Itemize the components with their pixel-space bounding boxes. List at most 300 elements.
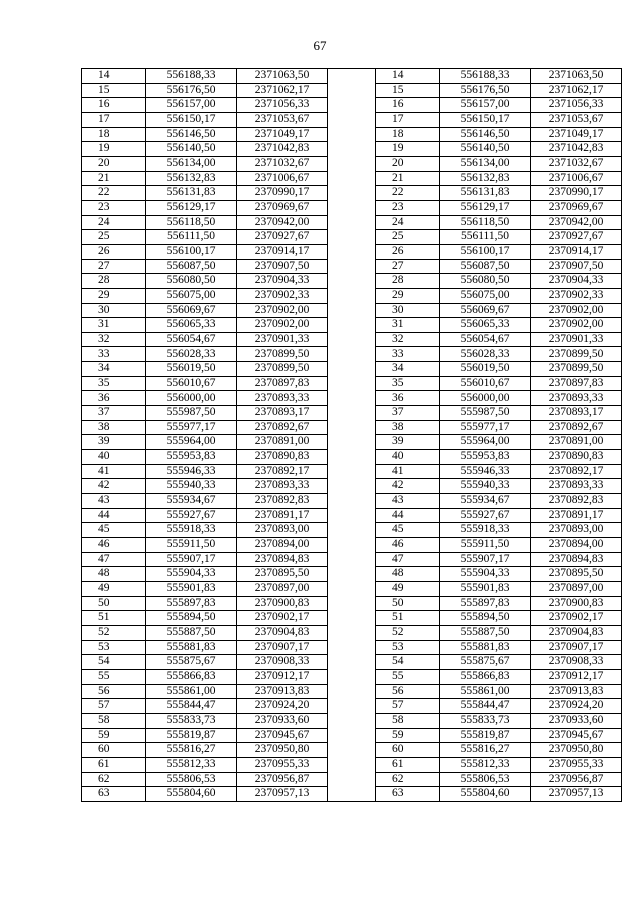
left-point-number: 58 xyxy=(82,713,146,728)
column-spacer xyxy=(328,376,376,391)
right-y-coordinate: 2370897,83 xyxy=(531,376,622,391)
right-x-coordinate: 556188,33 xyxy=(440,69,531,84)
left-point-number: 46 xyxy=(82,538,146,553)
right-y-coordinate: 2370913,83 xyxy=(531,684,622,699)
right-point-number: 36 xyxy=(376,391,440,406)
left-x-coordinate: 556176,50 xyxy=(146,83,237,98)
right-x-coordinate: 555833,73 xyxy=(440,713,531,728)
left-point-number: 40 xyxy=(82,450,146,465)
table-row xyxy=(82,215,622,230)
column-spacer xyxy=(328,523,376,538)
left-x-coordinate: 555806,53 xyxy=(146,772,237,787)
table-row xyxy=(82,567,622,582)
right-point-number: 39 xyxy=(376,435,440,450)
left-point-number: 61 xyxy=(82,757,146,772)
left-x-coordinate: 556087,50 xyxy=(146,259,237,274)
right-point-number: 16 xyxy=(376,98,440,113)
left-point-number: 14 xyxy=(82,69,146,84)
right-point-number: 62 xyxy=(376,772,440,787)
table-row xyxy=(82,523,622,538)
right-x-coordinate: 556129,17 xyxy=(440,200,531,215)
table-row xyxy=(82,435,622,450)
right-point-number: 27 xyxy=(376,259,440,274)
right-x-coordinate: 556132,83 xyxy=(440,171,531,186)
left-y-coordinate: 2370990,17 xyxy=(237,186,328,201)
left-x-coordinate: 555866,83 xyxy=(146,669,237,684)
table-row xyxy=(82,787,622,802)
left-x-coordinate: 555964,00 xyxy=(146,435,237,450)
left-x-coordinate: 556019,50 xyxy=(146,362,237,377)
column-spacer xyxy=(328,567,376,582)
right-x-coordinate: 555946,33 xyxy=(440,464,531,479)
left-x-coordinate: 555833,73 xyxy=(146,713,237,728)
left-y-coordinate: 2371032,67 xyxy=(237,156,328,171)
column-spacer xyxy=(328,112,376,127)
left-x-coordinate: 556028,33 xyxy=(146,347,237,362)
left-point-number: 51 xyxy=(82,611,146,626)
left-y-coordinate: 2370956,87 xyxy=(237,772,328,787)
left-y-coordinate: 2370914,17 xyxy=(237,244,328,259)
right-point-number: 25 xyxy=(376,230,440,245)
right-point-number: 53 xyxy=(376,640,440,655)
left-y-coordinate: 2370890,83 xyxy=(237,450,328,465)
left-point-number: 55 xyxy=(82,669,146,684)
left-y-coordinate: 2371053,67 xyxy=(237,112,328,127)
left-point-number: 32 xyxy=(82,332,146,347)
table-row xyxy=(82,655,622,670)
right-x-coordinate: 555918,33 xyxy=(440,523,531,538)
left-point-number: 20 xyxy=(82,156,146,171)
right-x-coordinate: 555904,33 xyxy=(440,567,531,582)
column-spacer xyxy=(328,420,376,435)
column-spacer xyxy=(328,274,376,289)
right-y-coordinate: 2370904,33 xyxy=(531,274,622,289)
left-point-number: 30 xyxy=(82,303,146,318)
table-row xyxy=(82,230,622,245)
left-y-coordinate: 2370942,00 xyxy=(237,215,328,230)
right-y-coordinate: 2370893,33 xyxy=(531,479,622,494)
right-x-coordinate: 556140,50 xyxy=(440,142,531,157)
left-y-coordinate: 2370902,17 xyxy=(237,611,328,626)
left-x-coordinate: 555953,83 xyxy=(146,450,237,465)
right-y-coordinate: 2370990,17 xyxy=(531,186,622,201)
table-row xyxy=(82,69,622,84)
column-spacer xyxy=(328,200,376,215)
table-row xyxy=(82,596,622,611)
column-spacer xyxy=(328,347,376,362)
left-y-coordinate: 2370893,17 xyxy=(237,406,328,421)
table-row xyxy=(82,640,622,655)
right-x-coordinate: 555812,33 xyxy=(440,757,531,772)
right-x-coordinate: 555881,83 xyxy=(440,640,531,655)
left-y-coordinate: 2370902,00 xyxy=(237,318,328,333)
left-x-coordinate: 555977,17 xyxy=(146,420,237,435)
column-spacer xyxy=(328,288,376,303)
right-x-coordinate: 555861,00 xyxy=(440,684,531,699)
right-x-coordinate: 556146,50 xyxy=(440,127,531,142)
left-y-coordinate: 2370899,50 xyxy=(237,347,328,362)
left-y-coordinate: 2370907,17 xyxy=(237,640,328,655)
right-x-coordinate: 555875,67 xyxy=(440,655,531,670)
right-x-coordinate: 556075,00 xyxy=(440,288,531,303)
column-spacer xyxy=(328,332,376,347)
right-x-coordinate: 556150,17 xyxy=(440,112,531,127)
right-y-coordinate: 2370950,80 xyxy=(531,743,622,758)
table-row xyxy=(82,171,622,186)
right-point-number: 61 xyxy=(376,757,440,772)
table-row xyxy=(82,332,622,347)
right-point-number: 22 xyxy=(376,186,440,201)
left-point-number: 22 xyxy=(82,186,146,201)
left-point-number: 60 xyxy=(82,743,146,758)
column-spacer xyxy=(328,552,376,567)
left-point-number: 62 xyxy=(82,772,146,787)
right-y-coordinate: 2370908,33 xyxy=(531,655,622,670)
right-point-number: 15 xyxy=(376,83,440,98)
right-y-coordinate: 2370942,00 xyxy=(531,215,622,230)
right-y-coordinate: 2370892,83 xyxy=(531,494,622,509)
left-y-coordinate: 2370924,20 xyxy=(237,699,328,714)
right-point-number: 42 xyxy=(376,479,440,494)
left-x-coordinate: 556188,33 xyxy=(146,69,237,84)
left-point-number: 47 xyxy=(82,552,146,567)
right-point-number: 63 xyxy=(376,787,440,802)
left-point-number: 31 xyxy=(82,318,146,333)
left-point-number: 21 xyxy=(82,171,146,186)
right-x-coordinate: 556176,50 xyxy=(440,83,531,98)
right-x-coordinate: 555819,87 xyxy=(440,728,531,743)
right-x-coordinate: 556019,50 xyxy=(440,362,531,377)
right-x-coordinate: 556131,83 xyxy=(440,186,531,201)
right-x-coordinate: 555987,50 xyxy=(440,406,531,421)
right-point-number: 40 xyxy=(376,450,440,465)
right-point-number: 45 xyxy=(376,523,440,538)
left-point-number: 39 xyxy=(82,435,146,450)
table-row xyxy=(82,259,622,274)
left-point-number: 25 xyxy=(82,230,146,245)
right-y-coordinate: 2370914,17 xyxy=(531,244,622,259)
left-point-number: 41 xyxy=(82,464,146,479)
column-spacer xyxy=(328,596,376,611)
table-row xyxy=(82,406,622,421)
right-x-coordinate: 555927,67 xyxy=(440,508,531,523)
left-y-coordinate: 2370950,80 xyxy=(237,743,328,758)
column-spacer xyxy=(328,655,376,670)
table-row xyxy=(82,464,622,479)
right-x-coordinate: 555911,50 xyxy=(440,538,531,553)
left-point-number: 18 xyxy=(82,127,146,142)
left-point-number: 45 xyxy=(82,523,146,538)
right-x-coordinate: 555887,50 xyxy=(440,625,531,640)
table-row xyxy=(82,376,622,391)
right-point-number: 38 xyxy=(376,420,440,435)
left-y-coordinate: 2370897,83 xyxy=(237,376,328,391)
left-point-number: 19 xyxy=(82,142,146,157)
right-y-coordinate: 2370897,00 xyxy=(531,581,622,596)
right-x-coordinate: 555806,53 xyxy=(440,772,531,787)
right-y-coordinate: 2370904,83 xyxy=(531,625,622,640)
left-x-coordinate: 555875,67 xyxy=(146,655,237,670)
right-x-coordinate: 555953,83 xyxy=(440,450,531,465)
right-x-coordinate: 555844,47 xyxy=(440,699,531,714)
left-point-number: 59 xyxy=(82,728,146,743)
table-row xyxy=(82,347,622,362)
table-row xyxy=(82,479,622,494)
left-y-coordinate: 2370904,33 xyxy=(237,274,328,289)
left-x-coordinate: 556131,83 xyxy=(146,186,237,201)
left-y-coordinate: 2371056,33 xyxy=(237,98,328,113)
right-y-coordinate: 2370902,33 xyxy=(531,288,622,303)
right-y-coordinate: 2370907,17 xyxy=(531,640,622,655)
left-y-coordinate: 2370900,83 xyxy=(237,596,328,611)
right-point-number: 28 xyxy=(376,274,440,289)
left-y-coordinate: 2370893,33 xyxy=(237,391,328,406)
left-x-coordinate: 555819,87 xyxy=(146,728,237,743)
column-spacer xyxy=(328,259,376,274)
left-y-coordinate: 2371062,17 xyxy=(237,83,328,98)
right-y-coordinate: 2370924,20 xyxy=(531,699,622,714)
left-y-coordinate: 2371063,50 xyxy=(237,69,328,84)
left-point-number: 34 xyxy=(82,362,146,377)
left-x-coordinate: 556132,83 xyxy=(146,171,237,186)
column-spacer xyxy=(328,362,376,377)
left-x-coordinate: 555804,60 xyxy=(146,787,237,802)
right-y-coordinate: 2370890,83 xyxy=(531,450,622,465)
right-point-number: 60 xyxy=(376,743,440,758)
table-row xyxy=(82,611,622,626)
left-y-coordinate: 2370891,17 xyxy=(237,508,328,523)
table-row xyxy=(82,318,622,333)
column-spacer xyxy=(328,757,376,772)
right-y-coordinate: 2371063,50 xyxy=(531,69,622,84)
left-point-number: 50 xyxy=(82,596,146,611)
column-spacer xyxy=(328,713,376,728)
right-y-coordinate: 2370945,67 xyxy=(531,728,622,743)
left-y-coordinate: 2370894,00 xyxy=(237,538,328,553)
table-row xyxy=(82,186,622,201)
column-spacer xyxy=(328,391,376,406)
left-point-number: 28 xyxy=(82,274,146,289)
left-y-coordinate: 2371049,17 xyxy=(237,127,328,142)
left-point-number: 15 xyxy=(82,83,146,98)
right-point-number: 18 xyxy=(376,127,440,142)
left-point-number: 53 xyxy=(82,640,146,655)
left-y-coordinate: 2371042,83 xyxy=(237,142,328,157)
right-y-coordinate: 2370902,17 xyxy=(531,611,622,626)
page-number: 67 xyxy=(313,38,327,53)
left-x-coordinate: 556100,17 xyxy=(146,244,237,259)
column-spacer xyxy=(328,538,376,553)
right-y-coordinate: 2371049,17 xyxy=(531,127,622,142)
left-point-number: 35 xyxy=(82,376,146,391)
left-point-number: 27 xyxy=(82,259,146,274)
left-x-coordinate: 555861,00 xyxy=(146,684,237,699)
right-x-coordinate: 555977,17 xyxy=(440,420,531,435)
left-x-coordinate: 556000,00 xyxy=(146,391,237,406)
left-y-coordinate: 2370893,33 xyxy=(237,479,328,494)
column-spacer xyxy=(328,69,376,84)
right-y-coordinate: 2370892,67 xyxy=(531,420,622,435)
left-point-number: 48 xyxy=(82,567,146,582)
left-y-coordinate: 2370899,50 xyxy=(237,362,328,377)
left-x-coordinate: 555907,17 xyxy=(146,552,237,567)
right-x-coordinate: 555804,60 xyxy=(440,787,531,802)
left-point-number: 42 xyxy=(82,479,146,494)
right-y-coordinate: 2370907,50 xyxy=(531,259,622,274)
column-spacer xyxy=(328,508,376,523)
right-point-number: 58 xyxy=(376,713,440,728)
table-row xyxy=(82,684,622,699)
left-y-coordinate: 2370912,17 xyxy=(237,669,328,684)
left-point-number: 29 xyxy=(82,288,146,303)
right-y-coordinate: 2371032,67 xyxy=(531,156,622,171)
right-x-coordinate: 555907,17 xyxy=(440,552,531,567)
right-x-coordinate: 555934,67 xyxy=(440,494,531,509)
left-point-number: 63 xyxy=(82,787,146,802)
right-x-coordinate: 555866,83 xyxy=(440,669,531,684)
left-x-coordinate: 555987,50 xyxy=(146,406,237,421)
left-x-coordinate: 555934,67 xyxy=(146,494,237,509)
right-point-number: 34 xyxy=(376,362,440,377)
table-row xyxy=(82,303,622,318)
left-y-coordinate: 2370904,83 xyxy=(237,625,328,640)
right-y-coordinate: 2370893,33 xyxy=(531,391,622,406)
table-row xyxy=(82,713,622,728)
right-y-coordinate: 2370901,33 xyxy=(531,332,622,347)
table-row xyxy=(82,112,622,127)
right-y-coordinate: 2371062,17 xyxy=(531,83,622,98)
column-spacer xyxy=(328,699,376,714)
right-y-coordinate: 2370893,00 xyxy=(531,523,622,538)
right-x-coordinate: 556080,50 xyxy=(440,274,531,289)
table-row xyxy=(82,274,622,289)
right-x-coordinate: 556000,00 xyxy=(440,391,531,406)
right-x-coordinate: 556157,00 xyxy=(440,98,531,113)
column-spacer xyxy=(328,435,376,450)
table-row xyxy=(82,420,622,435)
right-y-coordinate: 2370957,13 xyxy=(531,787,622,802)
coordinates-table xyxy=(81,68,622,802)
left-y-coordinate: 2370907,50 xyxy=(237,259,328,274)
right-x-coordinate: 556118,50 xyxy=(440,215,531,230)
column-spacer xyxy=(328,611,376,626)
right-y-coordinate: 2370891,17 xyxy=(531,508,622,523)
left-y-coordinate: 2371006,67 xyxy=(237,171,328,186)
right-y-coordinate: 2370895,50 xyxy=(531,567,622,582)
right-point-number: 57 xyxy=(376,699,440,714)
left-point-number: 24 xyxy=(82,215,146,230)
right-y-coordinate: 2370912,17 xyxy=(531,669,622,684)
table-row xyxy=(82,288,622,303)
left-y-coordinate: 2370969,67 xyxy=(237,200,328,215)
table-row xyxy=(82,699,622,714)
left-x-coordinate: 555946,33 xyxy=(146,464,237,479)
left-x-coordinate: 555816,27 xyxy=(146,743,237,758)
right-point-number: 21 xyxy=(376,171,440,186)
right-point-number: 32 xyxy=(376,332,440,347)
left-y-coordinate: 2370901,33 xyxy=(237,332,328,347)
column-spacer xyxy=(328,581,376,596)
left-y-coordinate: 2370913,83 xyxy=(237,684,328,699)
left-x-coordinate: 556065,33 xyxy=(146,318,237,333)
left-x-coordinate: 556134,00 xyxy=(146,156,237,171)
left-x-coordinate: 556118,50 xyxy=(146,215,237,230)
column-spacer xyxy=(328,303,376,318)
right-point-number: 49 xyxy=(376,581,440,596)
right-y-coordinate: 2370894,83 xyxy=(531,552,622,567)
right-point-number: 35 xyxy=(376,376,440,391)
left-y-coordinate: 2370955,33 xyxy=(237,757,328,772)
left-x-coordinate: 556129,17 xyxy=(146,200,237,215)
right-x-coordinate: 556028,33 xyxy=(440,347,531,362)
right-point-number: 55 xyxy=(376,669,440,684)
left-x-coordinate: 555901,83 xyxy=(146,581,237,596)
right-y-coordinate: 2370891,00 xyxy=(531,435,622,450)
left-x-coordinate: 555897,83 xyxy=(146,596,237,611)
left-point-number: 17 xyxy=(82,112,146,127)
right-point-number: 59 xyxy=(376,728,440,743)
left-x-coordinate: 556080,50 xyxy=(146,274,237,289)
left-y-coordinate: 2370892,17 xyxy=(237,464,328,479)
right-x-coordinate: 555816,27 xyxy=(440,743,531,758)
right-point-number: 30 xyxy=(376,303,440,318)
table-row xyxy=(82,244,622,259)
right-point-number: 56 xyxy=(376,684,440,699)
table-row xyxy=(82,743,622,758)
left-y-coordinate: 2370892,67 xyxy=(237,420,328,435)
left-x-coordinate: 556075,00 xyxy=(146,288,237,303)
table-row xyxy=(82,156,622,171)
table-row xyxy=(82,450,622,465)
column-spacer xyxy=(328,186,376,201)
right-point-number: 29 xyxy=(376,288,440,303)
right-point-number: 20 xyxy=(376,156,440,171)
table-row xyxy=(82,538,622,553)
column-spacer xyxy=(328,406,376,421)
left-point-number: 36 xyxy=(82,391,146,406)
right-point-number: 47 xyxy=(376,552,440,567)
left-x-coordinate: 555940,33 xyxy=(146,479,237,494)
left-x-coordinate: 555887,50 xyxy=(146,625,237,640)
left-point-number: 52 xyxy=(82,625,146,640)
left-x-coordinate: 555911,50 xyxy=(146,538,237,553)
left-x-coordinate: 556140,50 xyxy=(146,142,237,157)
left-point-number: 57 xyxy=(82,699,146,714)
column-spacer xyxy=(328,230,376,245)
column-spacer xyxy=(328,684,376,699)
right-y-coordinate: 2370927,67 xyxy=(531,230,622,245)
right-x-coordinate: 556065,33 xyxy=(440,318,531,333)
left-point-number: 44 xyxy=(82,508,146,523)
column-spacer xyxy=(328,772,376,787)
left-point-number: 49 xyxy=(82,581,146,596)
right-point-number: 50 xyxy=(376,596,440,611)
column-spacer xyxy=(328,787,376,802)
right-point-number: 31 xyxy=(376,318,440,333)
left-y-coordinate: 2370894,83 xyxy=(237,552,328,567)
column-spacer xyxy=(328,98,376,113)
left-y-coordinate: 2370897,00 xyxy=(237,581,328,596)
table-row xyxy=(82,98,622,113)
right-point-number: 44 xyxy=(376,508,440,523)
left-x-coordinate: 555881,83 xyxy=(146,640,237,655)
right-y-coordinate: 2370969,67 xyxy=(531,200,622,215)
right-point-number: 17 xyxy=(376,112,440,127)
column-spacer xyxy=(328,625,376,640)
column-spacer xyxy=(328,479,376,494)
right-point-number: 26 xyxy=(376,244,440,259)
left-x-coordinate: 555894,50 xyxy=(146,611,237,626)
